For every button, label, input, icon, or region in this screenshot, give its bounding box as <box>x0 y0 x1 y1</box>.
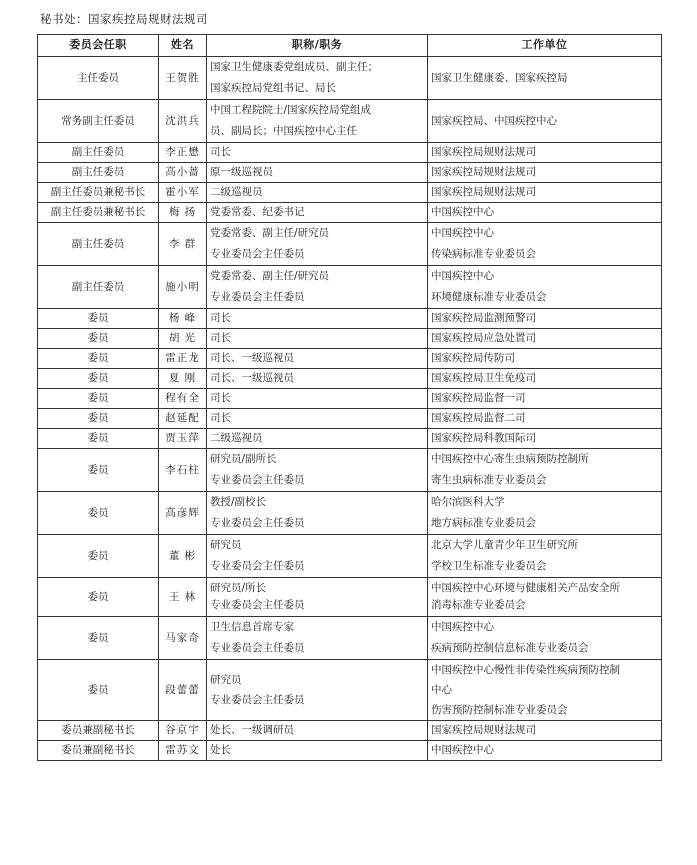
cell-role: 委员 <box>38 349 159 369</box>
title-line: 司长 <box>210 392 231 405</box>
cell-name: 高彦辉 <box>159 492 207 535</box>
cell-unit <box>428 100 662 143</box>
table-row <box>38 449 662 492</box>
title-line: 二级巡视员 <box>210 432 263 445</box>
table-row <box>38 429 662 449</box>
cell-title <box>207 492 428 535</box>
unit-line: 哈尔滨医科大学 <box>431 496 505 508</box>
cell-role: 常务副主任委员 <box>38 100 159 143</box>
cell-title <box>207 578 428 617</box>
title-line: 司长 <box>210 412 231 425</box>
title-line: 党委常委、副主任/研究员 <box>210 270 330 282</box>
table-row <box>38 535 662 578</box>
unit-line: 中国疾控中心 <box>431 270 494 282</box>
title-line: 卫生信息首席专家 <box>210 621 294 633</box>
unit-line: 国家疾控局监督一司 <box>431 392 526 405</box>
unit-line: 国家疾控局规财法规司 <box>431 724 536 737</box>
table-row <box>38 389 662 409</box>
title-line: 专业委员会主任委员 <box>210 694 305 706</box>
cell-unit <box>428 721 662 741</box>
title-line: 教授/副校长 <box>210 496 267 508</box>
cell-role: 委员 <box>38 449 159 492</box>
cell-unit <box>428 429 662 449</box>
title-line: 司长、一级巡视员 <box>210 372 294 385</box>
cell-name: 雷正龙 <box>159 349 207 369</box>
cell-title <box>207 203 428 223</box>
unit-line: 国家疾控局、中国疾控中心 <box>431 114 557 127</box>
unit-line: 国家疾控局规财法规司 <box>431 186 536 199</box>
table-row <box>38 492 662 535</box>
title-line: 专业委员会主任委员 <box>210 474 305 486</box>
cell-unit <box>428 578 662 617</box>
cell-title <box>207 266 428 309</box>
unit-line: 中国疾控中心 <box>431 621 494 633</box>
cell-title <box>207 660 428 721</box>
unit-line: 国家疾控局监督二司 <box>431 412 526 425</box>
table-header-row <box>38 35 662 57</box>
cell-title <box>207 57 428 100</box>
table-row <box>38 721 662 741</box>
table-row <box>38 100 662 143</box>
unit-line: 国家疾控局应急处置司 <box>431 332 536 345</box>
title-line: 原一级巡视员 <box>210 166 273 179</box>
title-line: 专业委员会主任委员 <box>210 248 305 260</box>
table-row <box>38 617 662 660</box>
cell-name: 贾玉萍 <box>159 429 207 449</box>
title-line: 党委常委、副主任/研究员 <box>210 227 330 239</box>
cell-name: 杨 峰 <box>159 309 207 329</box>
title-line: 专业委员会主任委员 <box>210 642 305 654</box>
unit-line: 北京大学儿童青少年卫生研究所 <box>431 539 578 551</box>
unit-line: 中心 <box>431 684 452 696</box>
title-line: 专业委员会主任委员 <box>210 517 305 529</box>
cell-unit <box>428 163 662 183</box>
unit-line: 中国疾控中心 <box>431 206 494 219</box>
unit-line: 中国疾控中心 <box>431 744 494 757</box>
cell-title <box>207 535 428 578</box>
title-line: 司长 <box>210 332 231 345</box>
header-title: 职称/职务 <box>207 35 428 57</box>
title-line: 司长 <box>210 312 231 325</box>
unit-line: 中国疾控中心慢性非传染性疾病预防控制 <box>431 664 620 676</box>
table-row <box>38 369 662 389</box>
title-line: 研究员/所长 <box>210 582 267 594</box>
header-name: 姓名 <box>159 35 207 57</box>
cell-title <box>207 449 428 492</box>
cell-title <box>207 100 428 143</box>
cell-role: 副主任委员兼秘书长 <box>38 183 159 203</box>
cell-title <box>207 183 428 203</box>
cell-role: 委员兼副秘书长 <box>38 721 159 741</box>
title-line: 党委常委、纪委书记 <box>210 206 305 219</box>
cell-role: 委员 <box>38 389 159 409</box>
cell-role: 副主任委员兼秘书长 <box>38 203 159 223</box>
cell-role: 委员 <box>38 578 159 617</box>
secretariat-line: 秘书处：国家疾控局规财法规司 <box>40 12 208 26</box>
cell-role: 委员 <box>38 429 159 449</box>
cell-title <box>207 741 428 761</box>
title-line: 研究员 <box>210 539 242 551</box>
unit-line: 消毒标准专业委员会 <box>431 599 526 611</box>
cell-title <box>207 617 428 660</box>
cell-name: 李石柱 <box>159 449 207 492</box>
cell-role: 委员 <box>38 492 159 535</box>
cell-name: 李正懋 <box>159 143 207 163</box>
cell-role: 委员 <box>38 309 159 329</box>
title-line: 员、副局长；中国疾控中心主任 <box>210 125 357 137</box>
cell-role: 副主任委员 <box>38 143 159 163</box>
title-line: 二级巡视员 <box>210 186 263 199</box>
cell-unit <box>428 617 662 660</box>
cell-title <box>207 409 428 429</box>
cell-role: 委员 <box>38 617 159 660</box>
cell-unit <box>428 369 662 389</box>
cell-role: 委员兼副秘书长 <box>38 741 159 761</box>
unit-line: 国家疾控局监测预警司 <box>431 312 536 325</box>
cell-role: 委员 <box>38 409 159 429</box>
cell-role: 委员 <box>38 329 159 349</box>
cell-unit <box>428 449 662 492</box>
unit-line: 伤害预防控制标准专业委员会 <box>431 704 568 716</box>
cell-unit <box>428 57 662 100</box>
unit-line: 传染病标准专业委员会 <box>431 248 536 260</box>
table-row <box>38 57 662 100</box>
table-row <box>38 329 662 349</box>
title-line: 国家卫生健康委党组成员、副主任； <box>210 61 378 73</box>
table-row <box>38 203 662 223</box>
cell-name: 马家奇 <box>159 617 207 660</box>
title-line: 司长、一级巡视员 <box>210 352 294 365</box>
cell-unit <box>428 329 662 349</box>
cell-unit <box>428 266 662 309</box>
cell-name: 霍小军 <box>159 183 207 203</box>
unit-line: 环境健康标准专业委员会 <box>431 291 547 303</box>
cell-title <box>207 429 428 449</box>
unit-line: 中国疾控中心 <box>431 227 494 239</box>
title-line: 研究员 <box>210 674 242 686</box>
cell-title <box>207 163 428 183</box>
cell-title <box>207 329 428 349</box>
unit-line: 寄生虫病标准专业委员会 <box>431 474 547 486</box>
cell-name: 王 林 <box>159 578 207 617</box>
cell-unit <box>428 223 662 266</box>
cell-title <box>207 721 428 741</box>
table-row <box>38 349 662 369</box>
cell-name: 夏 刚 <box>159 369 207 389</box>
cell-unit <box>428 389 662 409</box>
cell-title <box>207 369 428 389</box>
cell-unit <box>428 535 662 578</box>
cell-unit <box>428 143 662 163</box>
table-row <box>38 183 662 203</box>
cell-role: 副主任委员 <box>38 266 159 309</box>
cell-name: 雷苏文 <box>159 741 207 761</box>
unit-line: 国家疾控局科教国际司 <box>431 432 536 445</box>
title-line: 国家疾控局党组书记、局长 <box>210 82 336 94</box>
cell-name: 王贺胜 <box>159 57 207 100</box>
cell-role: 副主任委员 <box>38 163 159 183</box>
cell-unit <box>428 349 662 369</box>
cell-role: 委员 <box>38 660 159 721</box>
unit-line: 地方病标准专业委员会 <box>431 517 536 529</box>
unit-line: 国家疾控局卫生免疫司 <box>431 372 536 385</box>
title-line: 专业委员会主任委员 <box>210 560 305 572</box>
table-body <box>38 57 662 761</box>
cell-title <box>207 389 428 409</box>
table-row <box>38 660 662 721</box>
title-line: 处长 <box>210 744 231 757</box>
unit-line: 国家疾控局传防司 <box>431 352 515 365</box>
cell-name: 程有全 <box>159 389 207 409</box>
cell-name: 李 群 <box>159 223 207 266</box>
unit-line: 国家疾控局规财法规司 <box>431 146 536 159</box>
cell-unit <box>428 309 662 329</box>
cell-role: 副主任委员 <box>38 223 159 266</box>
cell-name: 段蕾蕾 <box>159 660 207 721</box>
cell-name: 施小明 <box>159 266 207 309</box>
table-row <box>38 409 662 429</box>
cell-title <box>207 349 428 369</box>
cell-title <box>207 223 428 266</box>
title-line: 处长、一级调研员 <box>210 724 294 737</box>
cell-name: 沈洪兵 <box>159 100 207 143</box>
table-row <box>38 223 662 266</box>
table-row <box>38 741 662 761</box>
header-unit: 工作单位 <box>428 35 662 57</box>
table-row <box>38 309 662 329</box>
cell-unit <box>428 183 662 203</box>
cell-role: 委员 <box>38 369 159 389</box>
unit-line: 学校卫生标准专业委员会 <box>431 560 547 572</box>
cell-role: 主任委员 <box>38 57 159 100</box>
cell-unit <box>428 741 662 761</box>
table-row <box>38 163 662 183</box>
cell-name: 赵延配 <box>159 409 207 429</box>
title-line: 专业委员会主任委员 <box>210 291 305 303</box>
cell-unit <box>428 203 662 223</box>
table-row <box>38 578 662 617</box>
cell-name: 董 彬 <box>159 535 207 578</box>
cell-unit <box>428 660 662 721</box>
unit-line: 中国疾控中心寄生虫病预防控制所 <box>431 453 589 465</box>
title-line: 专业委员会主任委员 <box>210 599 305 611</box>
cell-name: 胡 光 <box>159 329 207 349</box>
unit-line: 中国疾控中心环境与健康相关产品安全所 <box>431 582 620 594</box>
cell-name: 谷京宇 <box>159 721 207 741</box>
cell-name: 梅 扬 <box>159 203 207 223</box>
unit-line: 国家疾控局规财法规司 <box>431 166 536 179</box>
title-line: 研究员/副所长 <box>210 453 277 465</box>
title-line: 中国工程院院士/国家疾控局党组成 <box>210 104 372 116</box>
cell-unit <box>428 492 662 535</box>
title-line: 司长 <box>210 146 231 159</box>
committee-roster-table <box>37 34 662 761</box>
table-row <box>38 266 662 309</box>
unit-line: 疾病预防控制信息标准专业委员会 <box>431 642 589 654</box>
cell-role: 委员 <box>38 535 159 578</box>
cell-title <box>207 309 428 329</box>
cell-name: 高小蔷 <box>159 163 207 183</box>
cell-title <box>207 143 428 163</box>
header-role: 委员会任职 <box>38 35 159 57</box>
unit-line: 国家卫生健康委、国家疾控局 <box>431 71 568 84</box>
table-row <box>38 143 662 163</box>
cell-unit <box>428 409 662 429</box>
